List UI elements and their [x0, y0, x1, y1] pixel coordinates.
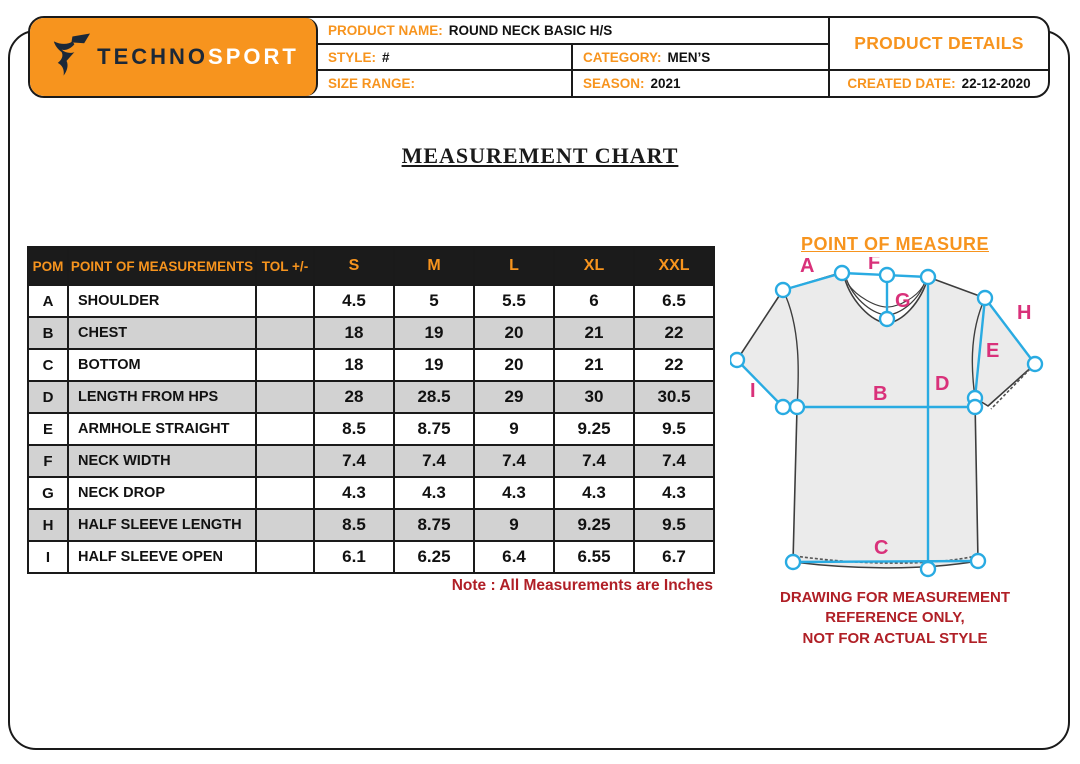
table-row: [28, 285, 714, 317]
size-value-cell: 28: [314, 381, 394, 413]
units-note: Note : All Measurements are Inches: [451, 577, 713, 594]
table-row: [28, 349, 714, 381]
measurement-name-cell: CHEST: [68, 317, 256, 349]
tshirt-measurement-illustration: [730, 257, 1060, 579]
bird-bolt-icon: [47, 31, 91, 83]
season-label: SEASON:: [583, 76, 645, 92]
point-label-b: B: [873, 383, 888, 405]
product-details-panel: [828, 18, 1048, 96]
size-value-cell: 6.25: [394, 541, 474, 573]
table-row: [28, 541, 714, 573]
tolerance-cell: [256, 349, 314, 381]
size-value-cell: 18: [314, 317, 394, 349]
size-value-cell: 30.5: [634, 381, 714, 413]
style-field: [318, 45, 573, 70]
table-row: [28, 381, 714, 413]
size-value-cell: 8.75: [394, 413, 474, 445]
disclaimer-line-2: REFERENCE ONLY,: [825, 609, 965, 627]
size-value-cell: 9.5: [634, 413, 714, 445]
tolerance-cell: [256, 477, 314, 509]
point-label-c: C: [874, 537, 889, 559]
measurement-name-cell: HALF SLEEVE LENGTH: [68, 509, 256, 541]
size-range-label: SIZE RANGE:: [328, 76, 416, 92]
measurement-name-cell: NECK DROP: [68, 477, 256, 509]
pom-cell: F: [28, 445, 68, 477]
brand-logo: [30, 18, 318, 96]
size-value-cell: 4.3: [474, 477, 554, 509]
point-label-d: D: [935, 373, 950, 395]
size-value-cell: 4.3: [634, 477, 714, 509]
season-value: 2021: [650, 76, 681, 92]
measurement-table: [27, 246, 715, 574]
size-value-cell: 6.5: [634, 285, 714, 317]
measurement-name-cell: NECK WIDTH: [68, 445, 256, 477]
size-value-cell: 29: [474, 381, 554, 413]
size-value-cell: 6.1: [314, 541, 394, 573]
size-value-cell: 20: [474, 317, 554, 349]
size-value-cell: 9.25: [554, 509, 634, 541]
tolerance-cell: [256, 541, 314, 573]
size-value-cell: 7.4: [554, 445, 634, 477]
table-row: [28, 509, 714, 541]
product-name-label: PRODUCT NAME:: [328, 22, 443, 38]
document-header: [28, 16, 1050, 98]
tolerance-cell: [256, 413, 314, 445]
created-date-value: 22-12-2020: [961, 75, 1031, 91]
point-label-i: I: [750, 380, 756, 402]
style-value: #: [382, 49, 390, 65]
table-header-row: [28, 247, 714, 285]
page-title: MEASUREMENT CHART: [401, 143, 679, 168]
size-value-cell: 7.4: [474, 445, 554, 477]
category-field: [573, 45, 828, 70]
size-value-cell: 21: [554, 349, 634, 381]
diagram-title: POINT OF MEASURE: [800, 234, 989, 254]
size-value-cell: 6.4: [474, 541, 554, 573]
product-name-field: [318, 18, 828, 43]
size-value-cell: 4.3: [394, 477, 474, 509]
measurement-name-cell: SHOULDER: [68, 285, 256, 317]
pom-cell: C: [28, 349, 68, 381]
table-row: [28, 477, 714, 509]
size-value-cell: 4.3: [314, 477, 394, 509]
col-header-size-l: L: [474, 247, 554, 285]
measurement-name-cell: BOTTOM: [68, 349, 256, 381]
size-value-cell: 20: [474, 349, 554, 381]
size-value-cell: 6: [554, 285, 634, 317]
measurement-name-cell: ARMHOLE STRAIGHT: [68, 413, 256, 445]
tolerance-cell: [256, 509, 314, 541]
point-label-g: G: [895, 290, 911, 312]
product-details-title: PRODUCT DETAILS: [830, 18, 1048, 71]
point-label-f: F: [868, 257, 881, 274]
table-row: [28, 413, 714, 445]
col-header-tolerance: TOL +/-: [256, 247, 314, 285]
size-value-cell: 19: [394, 349, 474, 381]
pom-cell: E: [28, 413, 68, 445]
brand-name-techno: TECHNO: [97, 44, 209, 69]
size-value-cell: 19: [394, 317, 474, 349]
pom-cell: D: [28, 381, 68, 413]
point-label-h: H: [1017, 302, 1032, 324]
table-row: [28, 445, 714, 477]
size-value-cell: 7.4: [314, 445, 394, 477]
size-value-cell: 22: [634, 317, 714, 349]
size-value-cell: 6.55: [554, 541, 634, 573]
measurement-name-cell: LENGTH FROM HPS: [68, 381, 256, 413]
measure-line-bottom: [793, 561, 978, 562]
size-value-cell: 8.75: [394, 509, 474, 541]
size-value-cell: 5.5: [474, 285, 554, 317]
point-label-e: E: [986, 340, 1000, 362]
disclaimer-line-3: NOT FOR ACTUAL STYLE: [802, 629, 988, 647]
size-value-cell: 9.25: [554, 413, 634, 445]
measurement-name-cell: HALF SLEEVE OPEN: [68, 541, 256, 573]
size-value-cell: 5: [394, 285, 474, 317]
brand-name-sport: SPORT: [208, 44, 299, 69]
col-header-size-m: M: [394, 247, 474, 285]
category-value: MEN’S: [667, 49, 711, 65]
col-header-size-s: S: [314, 247, 394, 285]
pom-cell: G: [28, 477, 68, 509]
point-of-measure-diagram: [727, 234, 1063, 649]
col-header-point-of-measurements: POINT OF MEASUREMENTS: [68, 247, 256, 285]
tolerance-cell: [256, 381, 314, 413]
size-value-cell: 7.4: [634, 445, 714, 477]
size-value-cell: 7.4: [394, 445, 474, 477]
size-value-cell: 9.5: [634, 509, 714, 541]
disclaimer-line-1: DRAWING FOR MEASUREMENT: [780, 589, 1010, 606]
size-range-field: [318, 71, 573, 96]
pom-cell: B: [28, 317, 68, 349]
size-value-cell: 6.7: [634, 541, 714, 573]
col-header-pom: POM: [28, 247, 68, 285]
size-value-cell: 30: [554, 381, 634, 413]
col-header-size-xl: XL: [554, 247, 634, 285]
diagram-disclaimer: [727, 588, 1063, 649]
col-header-size-xxl: XXL: [634, 247, 714, 285]
size-value-cell: 9: [474, 509, 554, 541]
size-value-cell: 8.5: [314, 509, 394, 541]
size-value-cell: 4.5: [314, 285, 394, 317]
product-name-value: ROUND NECK BASIC H/S: [448, 22, 613, 38]
category-label: CATEGORY:: [583, 49, 662, 65]
pom-cell: I: [28, 541, 68, 573]
pom-cell: A: [28, 285, 68, 317]
size-value-cell: 18: [314, 349, 394, 381]
created-date-label: CREATED DATE:: [847, 75, 956, 91]
season-field: [573, 71, 828, 96]
tolerance-cell: [256, 445, 314, 477]
size-value-cell: 4.3: [554, 477, 634, 509]
table-row: [28, 317, 714, 349]
brand-name: [97, 44, 299, 70]
pom-cell: H: [28, 509, 68, 541]
size-value-cell: 8.5: [314, 413, 394, 445]
header-fields: [318, 18, 828, 96]
point-label-a: A: [800, 257, 815, 277]
size-value-cell: 21: [554, 317, 634, 349]
size-value-cell: 9: [474, 413, 554, 445]
size-value-cell: 28.5: [394, 381, 474, 413]
tolerance-cell: [256, 317, 314, 349]
style-label: STYLE:: [328, 49, 377, 65]
size-value-cell: 22: [634, 349, 714, 381]
tolerance-cell: [256, 285, 314, 317]
measurement-table-body: [28, 285, 714, 573]
created-date-field: [830, 71, 1048, 96]
